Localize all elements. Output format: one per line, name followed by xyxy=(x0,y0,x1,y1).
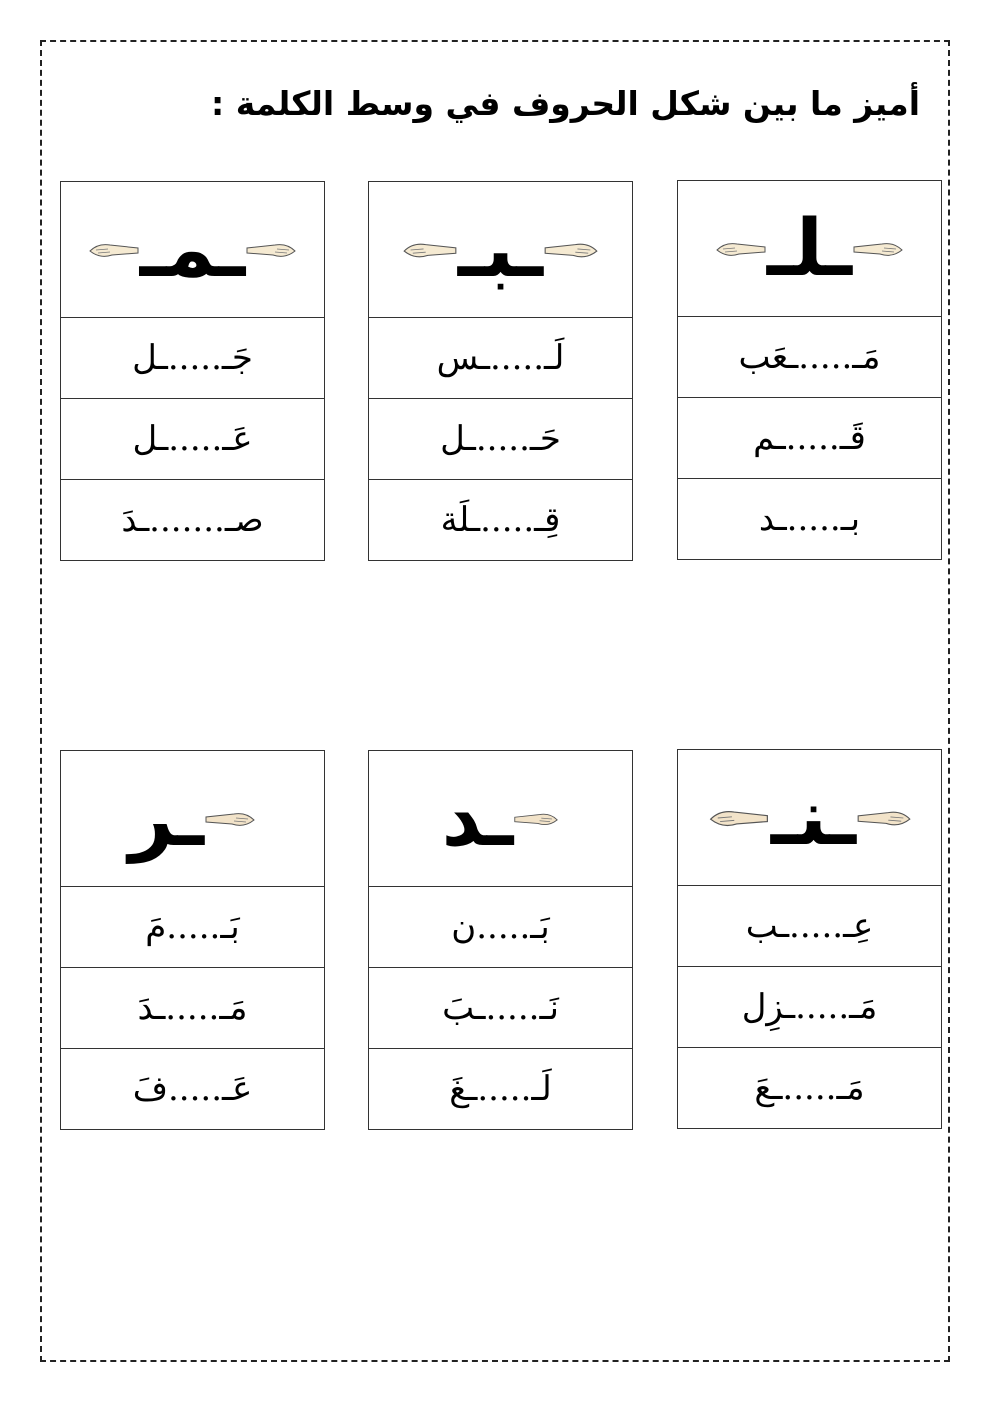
letter-glyph: ـمـ xyxy=(139,204,246,295)
hand-right-icon xyxy=(852,238,904,260)
hand-left-icon xyxy=(402,238,458,262)
word-row: عَـ.....ـل xyxy=(61,399,324,480)
word-row: مَـ.....ـعَب xyxy=(678,317,941,398)
hand-right-icon xyxy=(543,238,599,262)
word-row: حَـ.....ـل xyxy=(369,399,632,480)
word-row: جَـ.....ـل xyxy=(61,318,324,399)
word-row: لَـ.....ـس xyxy=(369,318,632,399)
letter-card-daal xyxy=(368,750,633,1130)
hand-right-icon xyxy=(204,806,256,832)
word-row: مَـ.....ـعَ xyxy=(754,1068,865,1108)
hand-right-icon xyxy=(245,239,297,261)
hand-right-icon xyxy=(513,807,559,831)
letter-card-laam xyxy=(677,180,942,560)
letter-card-header xyxy=(61,182,324,318)
worksheet-title: أميز ما بين شكل الحروف في وسط الكلمة : xyxy=(211,84,920,123)
hand-left-icon xyxy=(707,805,771,831)
letter-card-raa xyxy=(60,750,325,1130)
word-row: مَـ.....ـدَ xyxy=(61,968,324,1049)
word-row: بـ.....ـد xyxy=(758,499,861,539)
letter-card-header xyxy=(369,751,632,887)
letter-card-meem xyxy=(60,181,325,561)
word-row: صـ.......ـدَ xyxy=(121,500,264,540)
letter-card-header xyxy=(369,182,632,318)
word-row: قِـ.....ـلَة xyxy=(440,500,561,540)
word-row: لَـ.....ـغَ xyxy=(449,1069,552,1109)
letter-glyph: ـنـ xyxy=(770,772,857,863)
letter-card-header xyxy=(678,181,941,317)
word-row: قَـ.....ـم xyxy=(678,398,941,479)
letter-glyph: ـد xyxy=(441,773,514,864)
hand-left-icon xyxy=(715,238,767,260)
letter-card-baa xyxy=(368,181,633,561)
letter-card-header xyxy=(61,751,324,887)
word-row: نَـ.....ـبَ xyxy=(369,968,632,1049)
letter-card-noon xyxy=(677,749,942,1129)
hand-right-icon xyxy=(856,805,912,831)
letter-glyph: ـر xyxy=(128,773,205,864)
letter-card-header xyxy=(678,750,941,886)
word-row: عَـ.....فَ xyxy=(132,1069,253,1109)
letter-glyph: ـلـ xyxy=(766,203,853,294)
word-row: عِـ.....ـب xyxy=(678,886,941,967)
word-row: بَـ.....مَ xyxy=(61,887,324,968)
hand-left-icon xyxy=(88,239,140,261)
letter-glyph: ـبـ xyxy=(457,204,544,295)
word-row: مَـ.....ـزِل xyxy=(678,967,941,1048)
word-row: بَـ.....ن xyxy=(369,887,632,968)
